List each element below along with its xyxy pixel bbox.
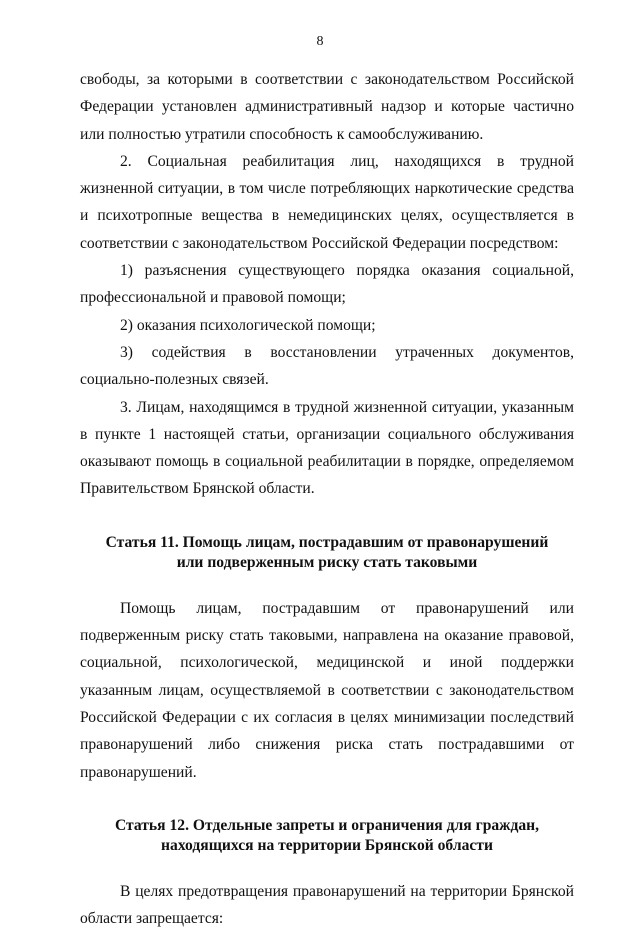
paragraph-item-2: 2. Социальная реабилитация лиц, находящихся в трудной жизненной ситуации, в том числе потребляющих наркотические средства и психотропные вещества в немедицинских целях, осуществляется в соответствии с законодательством Российской Федерации посредством: bbox=[80, 152, 574, 252]
article-12-title-line1: Статья 12. Отдельные запреты и ограничения для граждан, bbox=[114, 816, 540, 834]
article-12-text: В целях предотвращения правонарушений на территории Брянской области запрещается: bbox=[80, 882, 574, 928]
list-item-1: 1) разъяснения существующего порядка оказания социальной, профессиональной и правовой помощи; bbox=[80, 262, 574, 307]
paragraph-item-3: 3. Лицам, находящимся в трудной жизненной ситуации, указанным в пункте 1 настоящей статьи, организации социального обслуживания оказывают помощь в социальной реабилитации в порядке, определяемом Правительством Брянской области. bbox=[80, 398, 574, 498]
list-item-3: 3) содействия в восстановлении утраченных документов, социально-полезных связей. bbox=[80, 343, 574, 389]
paragraph-continuation: свободы, за которыми в соответствии с законодательством Российской Федерации установлен административный надзор и которые частично или полностью утратили способность к самообслуживанию. bbox=[80, 71, 574, 143]
document-body bbox=[80, 66, 574, 932]
article-12-heading bbox=[80, 816, 574, 856]
article-12-title-line2: находящихся на территории Брянской области bbox=[161, 836, 493, 854]
page-number: 8 bbox=[316, 34, 324, 49]
article-11-title-line2: или подверженным риску стать таковыми bbox=[176, 553, 478, 571]
article-11-heading bbox=[80, 533, 574, 573]
article-11-title-line1: Статья 11. Помощь лицам, пострадавшим от правонарушений bbox=[105, 533, 549, 551]
article-11-text: Помощь лицам, пострадавшим от правонарушений или подверженным риску стать таковыми, направлена на оказание правовой, социальной, психологической, медицинской и иной поддержки указанным лицам, осуществляемой в соответствии с законодательством Российской Федерации с их согласия в целях минимизации последствий правонарушений либо снижения риска стать пострадавшими от правонарушений. bbox=[80, 599, 574, 781]
list-item-2: 2) оказания психологической помощи; bbox=[120, 316, 376, 334]
